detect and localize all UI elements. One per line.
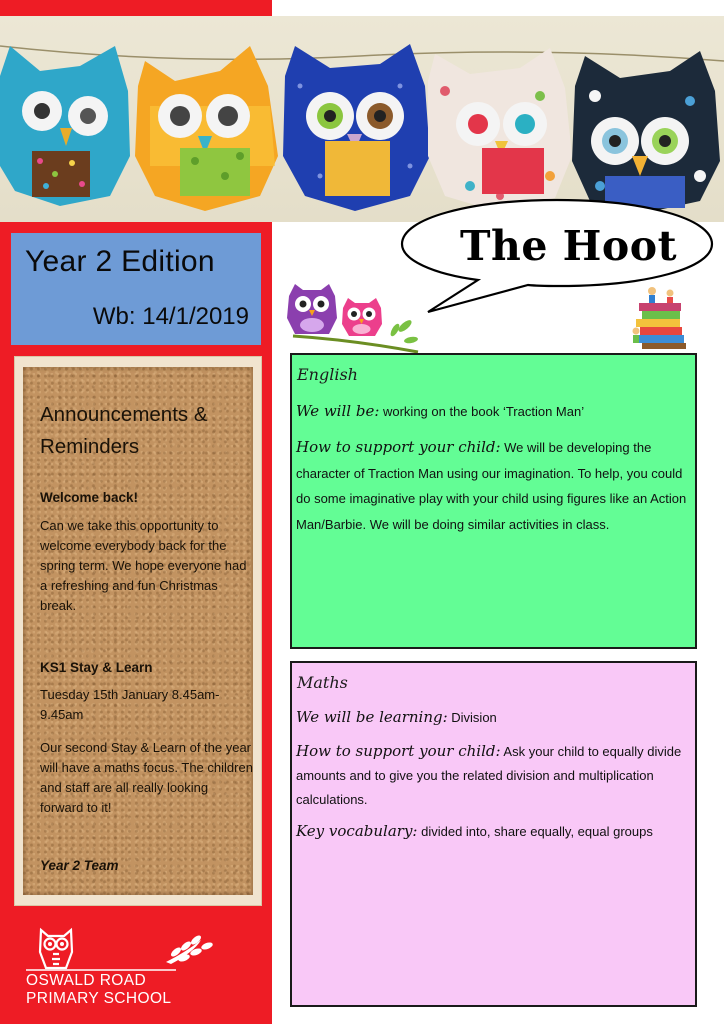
english-we-will-text: working on the book ‘Traction Man’ — [379, 404, 585, 419]
owls-on-branch-icon — [283, 278, 423, 358]
maths-heading: Maths — [297, 673, 348, 692]
newsletter-title: The Hoot — [460, 222, 678, 270]
school-logo — [26, 922, 216, 1014]
english-support-text: We will be developing the character of Traction Man using our imagination. To help, you could do some imaginative play with your child using figures like an Action Man/Barbie. We will be doing similar activities in class. — [296, 440, 687, 532]
welcome-body: Can we take this opportunity to welcome everybody back for the spring term. We hope everyone had a refreshing and fun Christmas break. — [40, 518, 247, 613]
school-name-line1: OSWALD ROAD — [26, 972, 147, 989]
maths-we-will-text: Division — [447, 710, 497, 725]
edition-panel — [11, 233, 261, 345]
owl-banner-photo — [0, 16, 724, 222]
maths-vocab-text: divided into, share equally, equal groups — [417, 824, 653, 839]
english-support-label: How to support your child: — [296, 438, 501, 456]
english-we-will-label: We will be: — [296, 402, 380, 420]
maths-section — [290, 661, 697, 1007]
edition-title: Year 2 Edition — [25, 245, 215, 278]
owl-blue-icon — [283, 44, 430, 211]
team-signoff: Year 2 Team — [40, 858, 119, 873]
maths-we-will-label: We will be learning: — [296, 708, 448, 726]
books-and-children-icon — [630, 283, 688, 353]
owl-teal-icon — [0, 46, 130, 206]
english-support-paragraph — [296, 435, 694, 537]
edition-date: Wb: 14/1/2019 — [92, 303, 249, 330]
english-heading: English — [297, 365, 358, 384]
owl-dark-icon — [572, 51, 720, 214]
maths-vocab-paragraph — [296, 819, 694, 844]
announcements-board — [23, 367, 253, 895]
maths-vocab-label: Key vocabulary: — [296, 822, 418, 840]
ks1-body: Our second Stay & Learn of the year will have a maths focus. The children and staff are all really looking forward to it! — [40, 740, 253, 815]
laurel-icon — [166, 934, 214, 964]
announcements-board-frame — [14, 356, 262, 906]
english-section — [290, 353, 697, 649]
maths-support-text: Ask your child to equally divide amounts and to give you the related division and multiplication calculations. — [296, 744, 682, 807]
owl-floral-icon — [428, 48, 572, 211]
maths-support-label: How to support your child: — [296, 742, 501, 760]
ks1-date: Tuesday 15th January 8.45am-9.45am — [40, 687, 220, 722]
school-owl-icon — [26, 922, 216, 972]
owl-orange-icon — [135, 46, 278, 211]
maths-we-will-paragraph — [296, 707, 694, 728]
english-we-will-paragraph — [296, 401, 694, 422]
announcements-title: Announcements & Reminders — [40, 403, 208, 458]
school-name-line2: PRIMARY SCHOOL — [26, 990, 172, 1007]
ks1-heading: KS1 Stay & Learn — [40, 660, 153, 675]
maths-support-paragraph — [296, 739, 694, 812]
welcome-heading: Welcome back! — [40, 490, 139, 505]
